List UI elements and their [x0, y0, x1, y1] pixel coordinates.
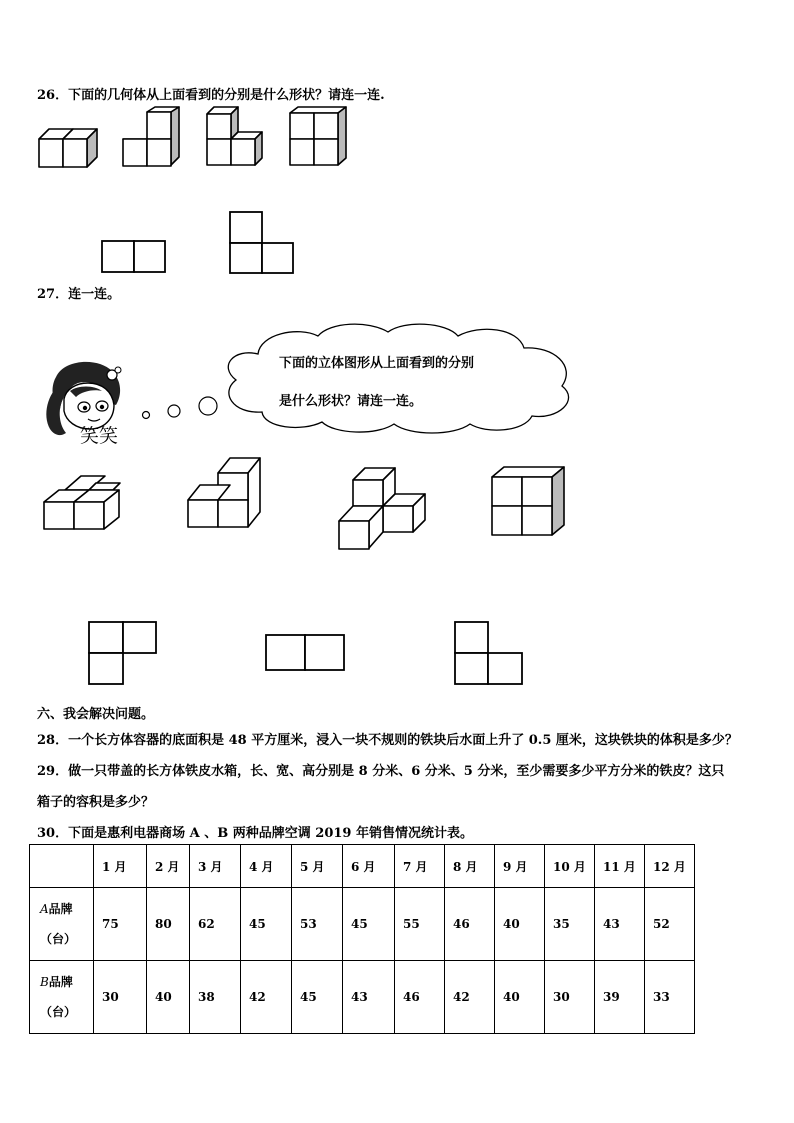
q26-solid-4	[288, 106, 352, 170]
table-cell: 40	[147, 961, 190, 1034]
brand-a-unit: （台）	[40, 932, 77, 946]
table-cell: 45	[343, 888, 395, 961]
month-header: 8 月	[445, 845, 495, 888]
table-cell: 75	[94, 888, 147, 961]
section6-title: 六、我会解决问题。	[37, 707, 155, 722]
q29-line-2: 箱子的容积是多少？	[37, 795, 155, 810]
table-cell: 62	[190, 888, 241, 961]
brand-b-label-cell	[30, 961, 94, 1034]
table-cell: 42	[445, 961, 495, 1034]
q29-line-1: 29．做一只带盖的长方体铁皮水箱，长、宽、高分别是 8 分米、6 分米、5 分米，至少需要多少平方分米的铁皮？这只	[37, 764, 725, 779]
brand-b-letter: B	[40, 975, 49, 989]
q27-text: 27．连一连。	[37, 287, 121, 302]
q27-solid-3	[337, 464, 429, 554]
q26-solid-3	[205, 106, 271, 170]
q27-view-two-wide	[263, 632, 349, 674]
table-cell: 53	[292, 888, 343, 961]
q27-solid-4	[490, 464, 570, 538]
q26-view-l-shape	[227, 209, 297, 276]
table-cell: 52	[645, 888, 695, 961]
q27-solid-1	[42, 470, 122, 532]
q27-solid-2	[186, 454, 264, 530]
table-cell: 38	[190, 961, 241, 1034]
q27-view-l-bottom	[452, 619, 526, 687]
speech-cloud	[218, 320, 582, 436]
table-row-brand-b	[30, 961, 695, 1034]
bubble-line-2: 是什么形状？请连一连。	[279, 394, 423, 409]
table-cell: 80	[147, 888, 190, 961]
brand-a-letter: A	[40, 902, 49, 916]
month-header: 4 月	[241, 845, 292, 888]
table-header-row	[30, 845, 695, 888]
month-header: 10 月	[545, 845, 595, 888]
table-cell: 45	[241, 888, 292, 961]
table-cell: 43	[595, 888, 645, 961]
brand-a-label-cell	[30, 888, 94, 961]
q26-solid-1	[36, 123, 100, 169]
table-row-brand-a	[30, 888, 695, 961]
table-cell: 30	[545, 961, 595, 1034]
q26-view-two-squares	[99, 238, 169, 276]
brand-a-suffix: 品牌	[48, 902, 73, 916]
table-cell: 39	[595, 961, 645, 1034]
thought-dots	[138, 390, 222, 420]
month-header: 11 月	[595, 845, 645, 888]
month-header: 2 月	[147, 845, 190, 888]
month-header: 5 月	[292, 845, 343, 888]
table-cell: 30	[94, 961, 147, 1034]
table-cell: 33	[645, 961, 695, 1034]
month-header: 12 月	[645, 845, 695, 888]
table-cell: 35	[545, 888, 595, 961]
month-header: 1 月	[94, 845, 147, 888]
bubble-line-1: 下面的立体图形从上面看到的分别	[279, 356, 475, 371]
table-cell: 40	[495, 888, 545, 961]
month-header: 3 月	[190, 845, 241, 888]
table-cell: 55	[395, 888, 445, 961]
brand-b-suffix: 品牌	[48, 975, 73, 989]
table-cell: 40	[495, 961, 545, 1034]
q26-solid-2	[120, 106, 186, 170]
girl-name: 笑笑	[80, 425, 119, 447]
table-cell: 46	[445, 888, 495, 961]
month-header: 6 月	[343, 845, 395, 888]
q27-view-l-top	[86, 619, 160, 687]
table-cell: 45	[292, 961, 343, 1034]
table-cell: 42	[241, 961, 292, 1034]
q26-text: 26．下面的几何体从上面看到的分别是什么形状？请连一连.	[37, 88, 385, 103]
brand-b-unit: （台）	[40, 1005, 77, 1019]
month-header: 7 月	[395, 845, 445, 888]
table-cell: 46	[395, 961, 445, 1034]
q28-text: 28．一个长方体容器的底面积是 48 平方厘米，浸入一块不规则的铁块后水面上升了 0.5 厘米，这块铁块的体积是多少？	[37, 733, 738, 748]
month-header: 9 月	[495, 845, 545, 888]
sales-table	[29, 844, 695, 1034]
table-cell: 43	[343, 961, 395, 1034]
table-corner-cell	[30, 845, 94, 888]
q30-text: 30．下面是惠利电器商场 A 、B 两种品牌空调 2019 年销售情况统计表。	[37, 826, 473, 841]
